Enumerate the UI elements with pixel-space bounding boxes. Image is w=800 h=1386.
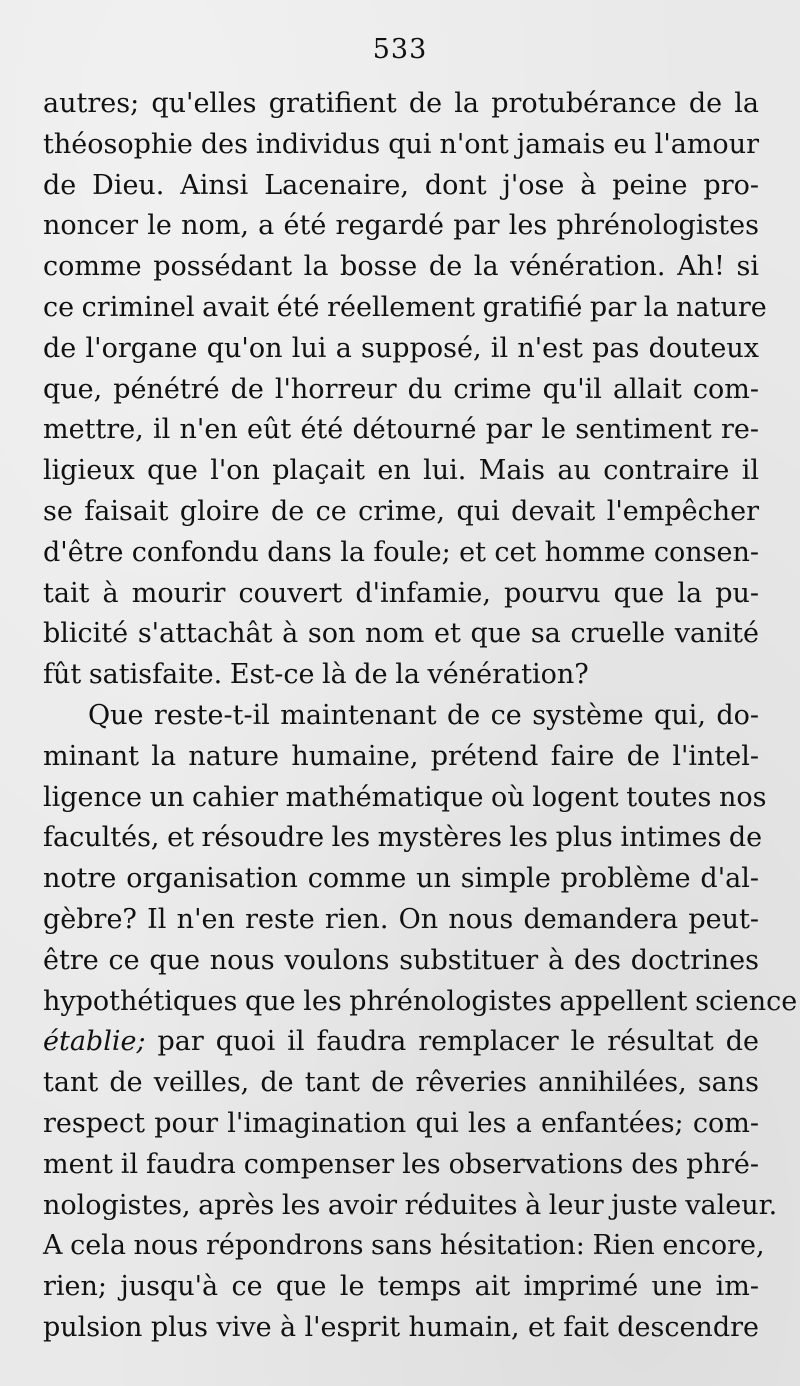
text-line: hypothétiques que les phrénologistes appellent science — [43, 985, 798, 1017]
text-line: ment il faudra compenser les observations des phré- — [43, 1148, 759, 1180]
text-line: de l'organe qu'on lui a supposé, il n'est pas douteux — [43, 332, 759, 364]
text-line: rien; jusqu'à ce que le temps ait imprimé une im- — [43, 1271, 759, 1303]
text-line: théosophie des individus qui n'ont jamais eu l'amour — [43, 128, 759, 160]
text-line: de Dieu. Ainsi Lacenaire, dont j'ose à peine pro- — [43, 169, 759, 201]
text-line: comme possédant la bosse de la vénération. Ah! si — [43, 251, 759, 283]
text-line: se faisait gloire de ce crime, qui devait l'empêcher — [43, 495, 759, 527]
text-line: autres; qu'elles gratifient de la protubérance de la — [43, 88, 759, 119]
text-line italic-line: établie; par quoi il faudra remplacer le résultat de — [43, 1026, 759, 1058]
text-line: respect pour l'imagination qui les a enfantées; com- — [43, 1107, 759, 1139]
text-line: Que reste-t-il maintenant de ce système qui, do- — [88, 699, 759, 731]
paragraph — [43, 696, 798, 1349]
paragraph — [43, 84, 767, 696]
text-line: pulsion plus vive à l'esprit humain, et fait descendre — [43, 1311, 759, 1343]
body-text — [43, 84, 798, 1349]
text-line: gèbre? Il n'en reste rien. On nous demandera peut- — [43, 903, 759, 935]
text-line: mettre, il n'en eût été détourné par le sentiment re- — [43, 414, 759, 446]
text-line: être ce que nous voulons substituer à des doctrines — [43, 944, 759, 976]
text-line: tant de veilles, de tant de rêveries annihilées, sans — [43, 1067, 759, 1099]
text-line: que, pénétré de l'horreur du crime qu'il allait com- — [43, 373, 759, 405]
text-line: ligieux que l'on plaçait en lui. Mais au contraire il — [43, 455, 759, 487]
text-line: d'être confondu dans la foule; et cet homme consen- — [43, 536, 759, 568]
text-line: A cela nous répondrons sans hésitation: Rien encore, — [43, 1230, 765, 1262]
text-line: fût satisfaite. Est-ce là de la vénération? — [43, 659, 589, 691]
text-line: ligence un cahier mathématique où logent toutes nos — [43, 781, 767, 813]
text-line: nologistes, après les avoir réduites à leur juste valeur. — [43, 1189, 778, 1221]
text-line: notre organisation comme un simple problème d'al- — [43, 863, 759, 895]
text-line: ce criminel avait été réellement gratifié par la nature — [43, 291, 767, 323]
page-number: 533 — [372, 34, 428, 65]
text-line: minant la nature humaine, prétend faire de l'intel- — [43, 740, 759, 772]
text-line: blicité s'attachât à son nom et que sa cruelle vanité — [43, 618, 759, 650]
text-line: facultés, et résoudre les mystères les plus intimes de — [43, 822, 763, 854]
text-line: noncer le nom, a été regardé par les phrénologistes — [43, 210, 759, 242]
text-line: tait à mourir couvert d'infamie, pourvu que la pu- — [43, 577, 759, 609]
emphasized-word: établie; — [43, 1026, 146, 1058]
